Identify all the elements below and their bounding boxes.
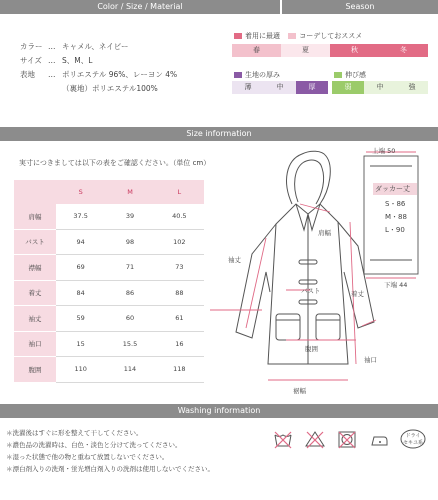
- season-summer: 夏: [281, 44, 330, 57]
- thickness-thin: 薄: [244, 83, 252, 91]
- washing-note: ＊洗濯後はすぐに形を整えて干してください。: [6, 429, 143, 437]
- stretch-legend: 伸び感: [334, 70, 366, 80]
- size-col-s: S: [56, 180, 105, 204]
- season-autumn: 秋: [330, 44, 379, 57]
- table-row: [14, 204, 204, 229]
- stretch-bar: [332, 81, 428, 94]
- diagram-label-hem: 裾幅: [293, 387, 306, 395]
- material-row-size: サイズ … S、M、L: [20, 56, 93, 65]
- duffle-size-l: L・90: [385, 226, 405, 234]
- size-note: 実寸につきましては以下の表をご確認ください。（単位 cm）: [19, 159, 211, 167]
- diagram-label-waist: 腹囲: [305, 345, 318, 353]
- table-cell: 94: [56, 229, 105, 255]
- thickness-thick: 厚: [296, 81, 328, 94]
- duffle-bottom-label: 下端 44: [384, 281, 408, 289]
- table-cell: 114: [105, 357, 154, 383]
- dry-clean-sub-label: セキユ系: [402, 440, 423, 446]
- season-header: Season: [282, 0, 438, 14]
- table-row: [14, 280, 204, 306]
- thickness-legend: 生地の厚み: [234, 70, 280, 80]
- right-sleeve: [338, 222, 374, 328]
- stretch-medium: 中: [376, 83, 384, 91]
- thickness-swatch: [234, 72, 242, 78]
- table-row: [14, 357, 204, 383]
- diagram-label-sleeve: 袖丈: [228, 256, 241, 264]
- coat-diagram: [206, 142, 438, 402]
- duffle-title: ダッカー丈: [373, 183, 417, 195]
- material-row-fabric: 表地 … ポリエステル 96%、レーヨン 4%: [20, 70, 178, 79]
- washing-header: Washing information: [0, 404, 438, 418]
- table-cell: 102: [155, 229, 204, 255]
- hood-inner: [295, 160, 324, 204]
- duffle-size-m: M・88: [385, 213, 407, 221]
- pocket-right: [316, 314, 340, 340]
- size-col-m: M: [105, 180, 154, 204]
- stretch-weak: 弱: [332, 81, 364, 94]
- row-label: 着丈: [14, 280, 56, 306]
- material-list: [20, 41, 177, 97]
- dry-clean-icon: [400, 428, 426, 450]
- size-table-corner: [14, 180, 56, 204]
- row-label: 襟幅: [14, 255, 56, 281]
- thickness-medium: 中: [276, 83, 284, 91]
- thickness-bar: [232, 81, 328, 94]
- table-cell: 73: [155, 255, 204, 281]
- table-cell: 69: [56, 255, 105, 281]
- season-winter: 冬: [379, 44, 428, 57]
- table-row: [14, 229, 204, 255]
- diagram-label-bust: バスト: [301, 287, 321, 295]
- no-wash-icon: [272, 428, 294, 450]
- season-legend: 着用に最適 コーデしておススメ: [234, 31, 362, 41]
- iron-low-icon: [368, 428, 390, 450]
- table-row: [14, 331, 204, 357]
- duffle-size-s: S・86: [385, 200, 406, 208]
- row-label: バスト: [14, 229, 56, 255]
- row-label: 袖口: [14, 331, 56, 357]
- pocket-left: [276, 314, 300, 340]
- table-cell: 39: [105, 204, 154, 229]
- table-cell: 118: [155, 357, 204, 383]
- legend-coord-swatch: [288, 33, 296, 39]
- washing-note: ＊漂白剤入りの洗剤・蛍光増白剤入りの洗剤は使用しないでください。: [6, 465, 214, 473]
- size-col-l: L: [155, 180, 204, 204]
- table-cell: 15.5: [105, 331, 154, 357]
- diagram-label-shoulder: 肩幅: [318, 229, 331, 237]
- table-cell: 59: [56, 306, 105, 332]
- washing-note: ＊濃色品の洗濯時は、白色・淡色と分けて洗ってください。: [6, 441, 182, 449]
- material-header: Color / Size / Material: [0, 0, 280, 14]
- dry-clean-label: ドライ: [405, 433, 421, 439]
- table-row: [14, 255, 204, 281]
- table-cell: 60: [105, 306, 154, 332]
- row-label: 袖丈: [14, 306, 56, 332]
- season-bar: [232, 44, 428, 57]
- table-cell: 110: [56, 357, 105, 383]
- no-tumble-dry-icon: [336, 428, 358, 450]
- table-cell: 86: [105, 280, 154, 306]
- legend-best-swatch: [234, 33, 242, 39]
- table-cell: 15: [56, 331, 105, 357]
- diagram-label-length: 着丈: [351, 290, 364, 298]
- duffle-top-label: 上端 50: [372, 147, 396, 155]
- table-cell: 16: [155, 331, 204, 357]
- table-cell: 88: [155, 280, 204, 306]
- material-row-lining: （裏地）ポリエステル100%: [62, 84, 158, 93]
- stretch-swatch: [334, 72, 342, 78]
- row-label: 肩幅: [14, 204, 56, 229]
- material-row-color: カラー … キャメル、ネイビー: [20, 42, 129, 51]
- table-row: [14, 306, 204, 332]
- duffle-size-card: [373, 183, 417, 235]
- table-cell: 37.5: [56, 204, 105, 229]
- size-info-header: Size information: [0, 127, 438, 141]
- washing-notes: [6, 428, 214, 476]
- table-cell: 98: [105, 229, 154, 255]
- table-cell: 61: [155, 306, 204, 332]
- size-table: [14, 180, 204, 383]
- table-cell: 40.5: [155, 204, 204, 229]
- no-bleach-icon: [304, 428, 326, 450]
- diagram-label-cuff: 袖口: [364, 356, 377, 364]
- table-cell: 71: [105, 255, 154, 281]
- season-spring: 春: [232, 44, 281, 57]
- row-label: 腹囲: [14, 357, 56, 383]
- washing-note: ＊湿った状態で他の物と重ねて放置しないでください。: [6, 453, 169, 461]
- size-table-header: [14, 180, 204, 204]
- stretch-strong: 強: [408, 83, 416, 91]
- table-cell: 84: [56, 280, 105, 306]
